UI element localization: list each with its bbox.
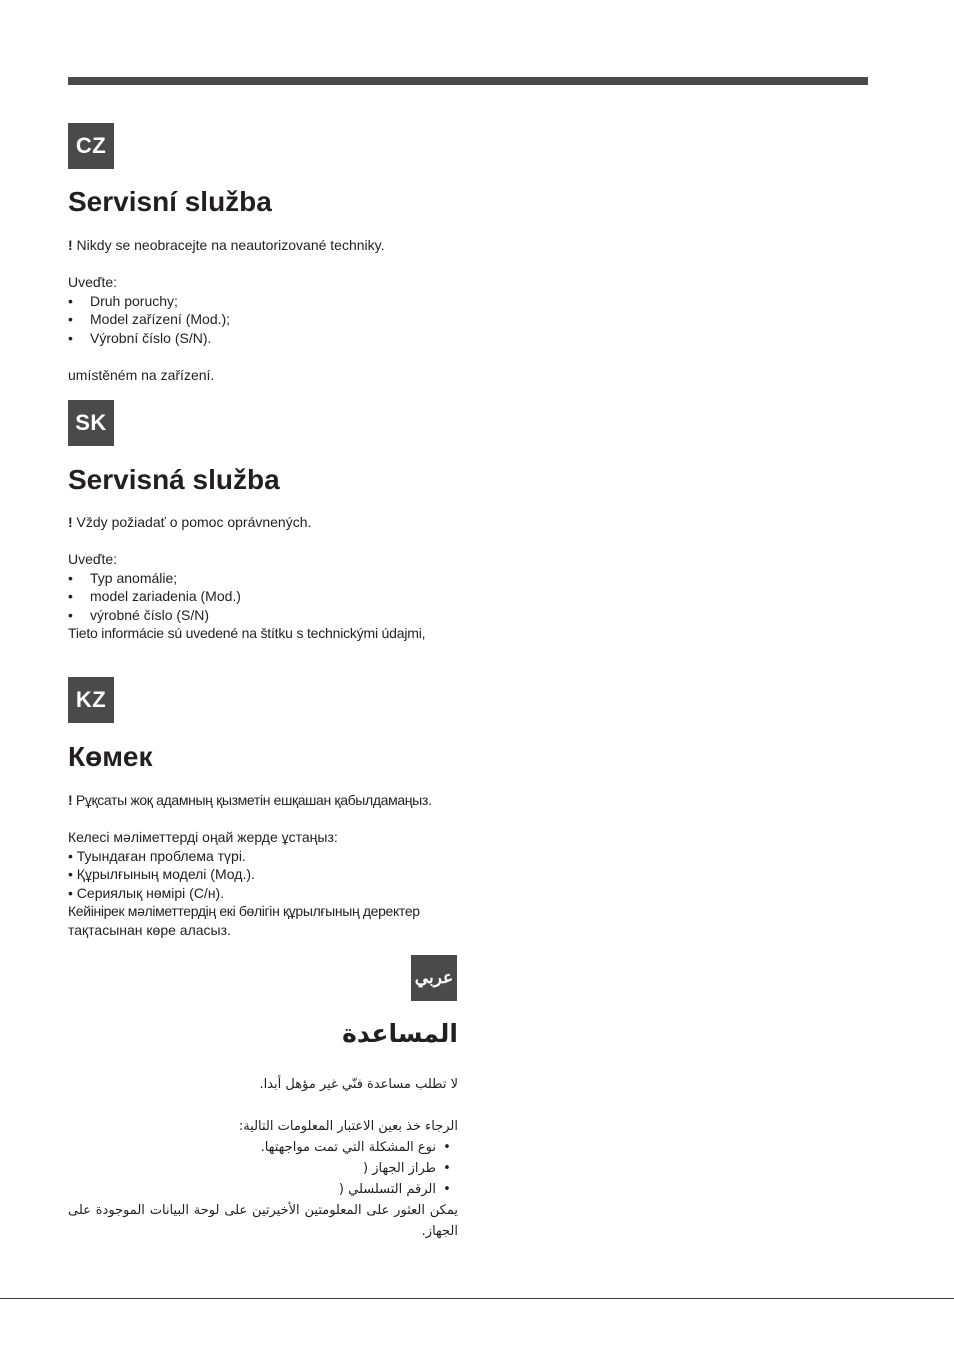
list-item bbox=[68, 606, 458, 625]
bullet: • bbox=[443, 1182, 451, 1197]
bullet: • bbox=[68, 311, 73, 327]
section-title-ar: المساعدة bbox=[342, 1019, 458, 1048]
footer-text: umístěném na zařízení. bbox=[68, 366, 215, 383]
list-item-text: model zariadenia (Mod.) bbox=[90, 588, 241, 604]
list-item-text: طراز الجهاز ( bbox=[363, 1161, 436, 1176]
warning-line bbox=[68, 236, 458, 255]
list-item-text: výrobné číslo (S/N) bbox=[90, 606, 210, 623]
list-item: • Сериялық нөмірі (С/н). bbox=[68, 884, 225, 901]
section-body-ar bbox=[68, 1074, 458, 1242]
list-item: • Туындаған проблема түрі. bbox=[68, 847, 246, 864]
list-item bbox=[68, 1179, 458, 1200]
list-item-text: Výrobní číslo (S/N). bbox=[90, 329, 212, 346]
section-title-cz: Servisní služba bbox=[68, 186, 272, 217]
warning-text: لا تطلب مساعدة فنّي غير مؤهل أبدا. bbox=[259, 1077, 458, 1092]
intro-text: Uveďte: bbox=[68, 274, 118, 290]
language-badge-sk: SK bbox=[68, 400, 114, 446]
section-body-kz bbox=[68, 791, 458, 939]
footer-text: Кейінірек мәліметтердің екі бөлігін құрылғының деректер bbox=[68, 903, 420, 919]
intro-text: Uveďte: bbox=[68, 551, 118, 567]
section-body-sk bbox=[68, 513, 458, 643]
list-item: • Құрылғының моделі (Мод.). bbox=[68, 866, 255, 882]
section-body-cz bbox=[68, 236, 458, 384]
intro-text: الرجاء خذ بعين الاعتبار المعلومات التالية: bbox=[238, 1119, 458, 1134]
bullet: • bbox=[68, 292, 73, 309]
bullet: • bbox=[68, 588, 73, 604]
footer-text: Tieto informácie sú uvedené na štítku s technickými údajmi, bbox=[68, 625, 426, 641]
language-badge-ar: عربي bbox=[411, 955, 457, 1001]
list-item bbox=[68, 569, 458, 588]
intro-text: Келесі мәліметтерді оңай жерде ұстаңыз: bbox=[68, 829, 338, 845]
warning-line bbox=[68, 513, 458, 532]
list-item-text: نوع المشكلة التي تمت مواجهتها. bbox=[260, 1140, 436, 1155]
warning-text: Vždy požiadať o pomoc oprávnených. bbox=[72, 514, 312, 530]
list-item bbox=[68, 1137, 458, 1158]
list-item bbox=[68, 587, 458, 606]
section-title-sk: Servisná služba bbox=[68, 464, 280, 495]
list-item bbox=[68, 310, 458, 329]
footer-text: يمكن العثور على المعلومتين الأخيرتين على لوحة البيانات الموجودة على الجهاز. bbox=[68, 1203, 458, 1239]
list-item-text: الرقم التسلسلي ( bbox=[338, 1182, 436, 1197]
bullet: • bbox=[68, 329, 73, 346]
warning-text: Рұқсаты жоқ адамның қызметін ешқашан қабылдамаңыз. bbox=[72, 792, 432, 808]
list-item bbox=[68, 292, 458, 311]
list-item bbox=[68, 329, 458, 348]
language-badge-cz: CZ bbox=[68, 123, 114, 169]
list-item bbox=[68, 1158, 458, 1179]
list-item-text: Model zařízení (Mod.); bbox=[90, 311, 231, 327]
bullet: • bbox=[68, 569, 73, 586]
footer-text: тақтасынан көре аласыз. bbox=[68, 921, 231, 938]
warning-mark: ! bbox=[68, 237, 73, 253]
warning-text: Nikdy se neobracejte na neautorizované techniky. bbox=[72, 237, 385, 253]
bullet: • bbox=[68, 606, 73, 623]
bottom-rule bbox=[0, 1298, 954, 1299]
bullet: • bbox=[443, 1161, 451, 1176]
warning-line bbox=[68, 791, 458, 810]
list-item-text: Druh poruchy; bbox=[90, 292, 178, 309]
warning-mark: ! bbox=[68, 514, 73, 530]
list-item-text: Typ anomálie; bbox=[90, 569, 178, 586]
top-rule bbox=[68, 77, 868, 85]
section-title-kz: Көмек bbox=[68, 741, 153, 772]
bullet: • bbox=[443, 1140, 451, 1155]
language-badge-kz: KZ bbox=[68, 677, 114, 723]
warning-mark: ! bbox=[68, 792, 73, 808]
